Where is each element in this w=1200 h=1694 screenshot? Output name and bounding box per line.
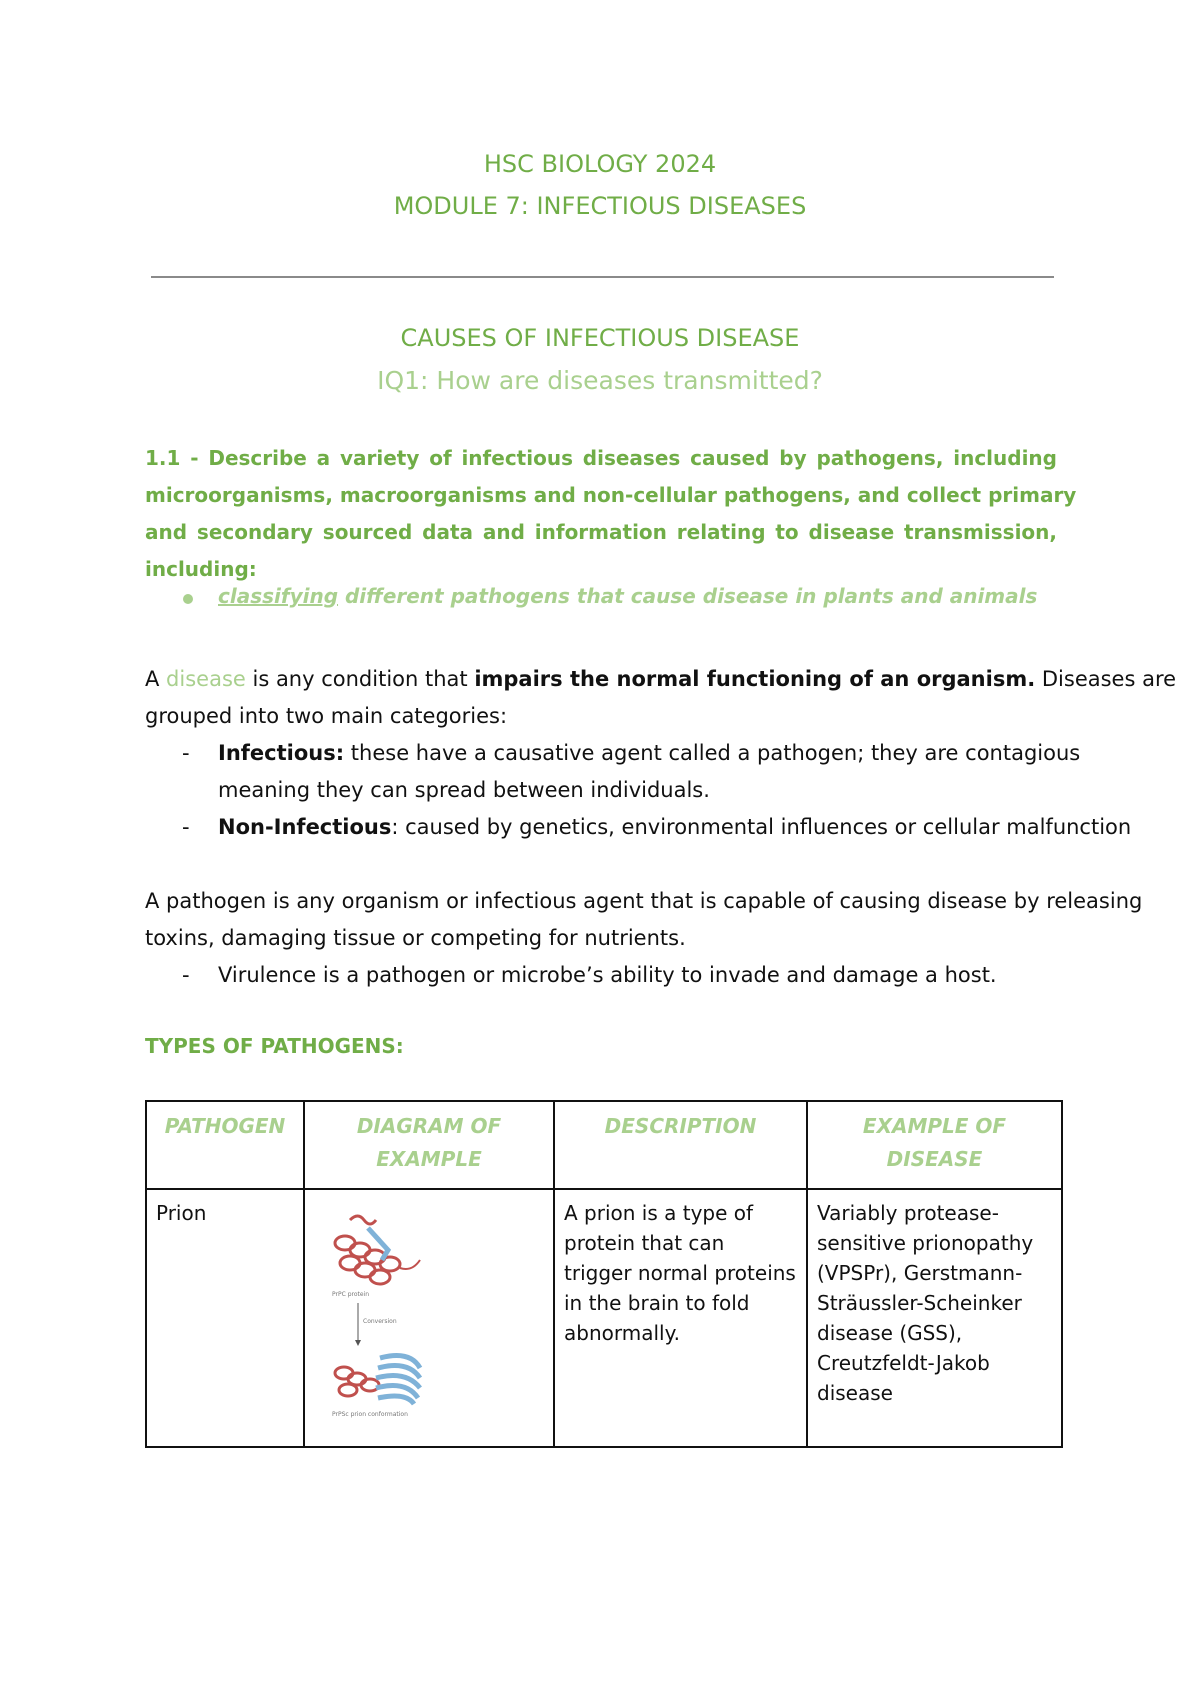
dash-bullet: - [182,963,190,987]
objective-bullet-text: classifying different pathogens that cause disease in plants and animals [218,584,1038,608]
arrowhead-icon [355,1340,361,1346]
pathogen-definition-cont: toxins, damaging tissue or competing for nutrients. [145,926,686,950]
cell-description: A prion is a type of protein that can trigger normal proteins in the brain to fold abnormally. [554,1189,807,1447]
table-row [146,1189,1062,1447]
disease-term: disease [166,667,246,691]
cell-example-disease: Variably protease-sensitive prionopathy (VPSPr), Gerstmann-Sträussler-Scheinker disease (GSS), Creutzfeldt-Jakob disease [807,1189,1062,1447]
types-heading: TYPES OF PATHOGENS: [145,1034,404,1058]
list-item-non-infectious: Non-Infectious: caused by genetics, environmental influences or cellular malfunction [218,815,1132,839]
prpc-protein-image [335,1216,420,1284]
objective-line: and secondary sourced data and information relating to disease transmission, [145,520,1057,544]
prpc-label: PrPC protein [332,1291,370,1298]
conversion-label: Conversion [363,1318,397,1325]
module-title: MODULE 7: INFECTIOUS DISEASES [393,192,807,220]
prpsc-prion-image [335,1356,420,1404]
table-header-row [146,1101,1062,1189]
syllabus-objective [145,440,1077,588]
cell-pathogen: Prion [146,1189,304,1447]
objective-line: including: [145,557,257,581]
header-description: DESCRIPTION [554,1101,807,1189]
document-title: HSC BIOLOGY 2024 [483,150,717,178]
dash-bullet: - [182,741,190,765]
prion-diagram [330,1208,440,1423]
pathogen-table [145,1100,1063,1448]
header-pathogen: PATHOGEN [146,1101,304,1189]
bullet-dot-icon [183,594,193,604]
cell-diagram [304,1189,554,1447]
list-item-infectious-cont: meaning they can spread between individuals. [218,778,710,802]
inquiry-question: IQ1: How are diseases transmitted? [377,366,823,395]
header-diagram: DIAGRAM OF EXAMPLE [304,1101,554,1189]
disease-definition: A disease is any condition that impairs the normal functioning of an organism. Diseases are [145,667,1177,691]
list-item-infectious: Infectious: these have a causative agent called a pathogen; they are contagious [218,741,1081,765]
objective-line: 1.1 - Describe a variety of infectious diseases caused by pathogens, including [145,446,1057,470]
prpsc-label: PrPSc prion conformation [332,1411,408,1418]
header-example: EXAMPLE OF DISEASE [807,1101,1062,1189]
pathogen-definition: A pathogen is any organism or infectious agent that is capable of causing disease by releasing [145,889,1143,913]
section-heading: CAUSES OF INFECTIOUS DISEASE [400,324,800,352]
list-item-virulence: Virulence is a pathogen or microbe’s ability to invade and damage a host. [218,963,997,987]
objective-line: microorganisms, macroorganisms and non-cellular pathogens, and collect primary [145,483,1077,507]
disease-definition-cont: grouped into two main categories: [145,704,508,728]
dash-bullet: - [182,815,190,839]
horizontal-divider [151,276,1054,278]
